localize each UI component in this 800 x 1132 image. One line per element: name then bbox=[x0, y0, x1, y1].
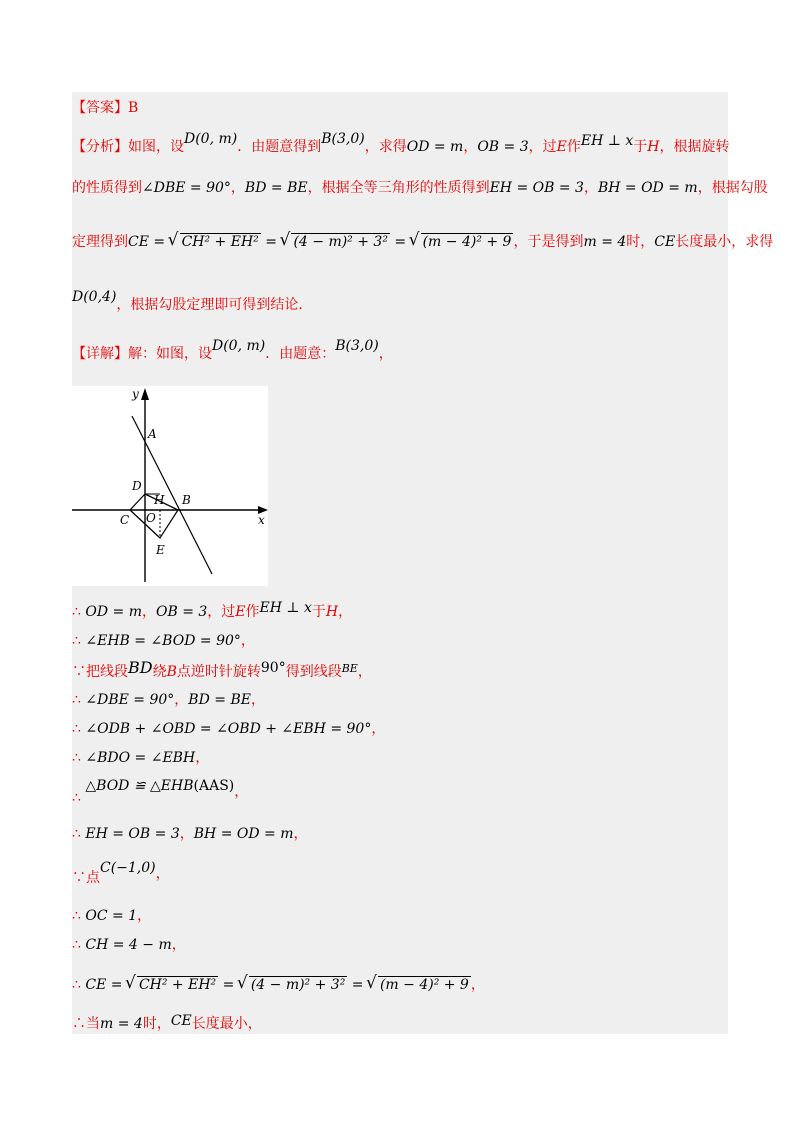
math: = bbox=[351, 977, 364, 993]
text: 得到线段 bbox=[285, 664, 342, 680]
text: 时， bbox=[142, 1016, 171, 1032]
text: ，过 bbox=[207, 604, 236, 620]
math: H bbox=[325, 604, 339, 620]
math: m = 4 bbox=[100, 1016, 143, 1032]
step-11 bbox=[72, 935, 186, 955]
label-a: A bbox=[148, 427, 157, 441]
text: 于 bbox=[311, 604, 326, 620]
analysis-label: 【分析】 bbox=[72, 139, 128, 155]
text: ， bbox=[179, 826, 194, 842]
radicand: (m − 4)² + 9 bbox=[422, 234, 512, 250]
math: OB = 3 bbox=[155, 604, 208, 620]
therefore-symbol: ∴ bbox=[72, 692, 81, 708]
text: 绕 bbox=[152, 664, 167, 680]
math: (AAS) bbox=[193, 778, 235, 794]
analysis-line-2 bbox=[72, 178, 768, 198]
radicand: (m − 4)² + 9 bbox=[379, 977, 469, 993]
math: BD bbox=[128, 658, 153, 677]
math: B(3,0) bbox=[321, 131, 365, 147]
step-3 bbox=[72, 658, 372, 683]
text: 当 bbox=[86, 1016, 100, 1032]
therefore-symbol: ∴ bbox=[72, 1016, 86, 1032]
analysis-line-3 bbox=[72, 232, 773, 252]
label-h: H bbox=[154, 493, 165, 507]
step-8 bbox=[72, 824, 308, 844]
step-4 bbox=[72, 690, 265, 710]
answer-label: 【答案】 bbox=[72, 100, 128, 116]
text: 作 bbox=[245, 604, 260, 620]
text: 把线段 bbox=[86, 664, 128, 680]
math: ∠DBE = 90° bbox=[85, 692, 175, 708]
text: ， bbox=[230, 180, 245, 196]
text: ，根据全等三角形的性质得到 bbox=[307, 180, 490, 196]
math: EH ⊥ x bbox=[259, 600, 312, 616]
step-5 bbox=[72, 719, 385, 739]
text: ， bbox=[463, 139, 478, 155]
text: ，根据勾股定理即可得到结论． bbox=[116, 297, 313, 313]
analysis-line-4 bbox=[72, 289, 313, 315]
math: BD = BE bbox=[188, 692, 251, 708]
text: ，过 bbox=[528, 139, 557, 155]
math: E bbox=[556, 139, 567, 155]
math: = bbox=[265, 234, 277, 250]
therefore-symbol: ∴ bbox=[72, 977, 81, 993]
math: OD = m bbox=[406, 139, 464, 155]
math: CH = 4 − m bbox=[85, 937, 172, 953]
math: B(3,0) bbox=[335, 338, 379, 354]
text: ， bbox=[234, 784, 249, 800]
because-symbol: ∵ bbox=[72, 664, 86, 680]
math: ∠EHB = ∠BOD = 90° bbox=[85, 633, 241, 649]
math: OD = m bbox=[85, 604, 142, 620]
figure-svg bbox=[72, 386, 268, 586]
text: ， bbox=[250, 692, 265, 708]
text: 长度最小，求得 bbox=[675, 234, 774, 250]
label-y: y bbox=[132, 387, 139, 401]
text: ， bbox=[171, 937, 186, 953]
y-arrow-icon bbox=[141, 388, 149, 400]
therefore-symbol: ∴ bbox=[72, 721, 81, 737]
label-o: O bbox=[146, 511, 156, 525]
therefore-symbol: ∴ bbox=[72, 750, 81, 766]
text: ，根据勾股 bbox=[697, 180, 768, 196]
step-7 bbox=[72, 776, 248, 820]
sqrt-2 bbox=[239, 975, 348, 995]
text: ， bbox=[583, 180, 598, 196]
text: ， bbox=[470, 977, 485, 993]
math: EH = OB = 3 bbox=[85, 826, 180, 842]
text: ．由题意得到 bbox=[237, 139, 322, 155]
text: 时， bbox=[626, 234, 655, 250]
math: EH = OB = 3 bbox=[489, 180, 584, 196]
text: ， bbox=[293, 826, 308, 842]
math: B bbox=[166, 664, 177, 680]
because-symbol: ∵ bbox=[72, 870, 86, 886]
text: 长度最小， bbox=[191, 1016, 262, 1032]
text: ， bbox=[141, 604, 156, 620]
text: 定理得到 bbox=[72, 234, 128, 250]
math: D(0,4) bbox=[72, 289, 117, 305]
math: CE bbox=[654, 234, 676, 250]
math: △BOD ≌ △EHB bbox=[85, 778, 194, 794]
sqrt-3 bbox=[368, 975, 471, 995]
math: D(0, m) bbox=[212, 338, 266, 354]
math: EH ⊥ x bbox=[580, 133, 634, 149]
step-9 bbox=[72, 858, 170, 894]
step-10 bbox=[72, 906, 151, 926]
text: ， bbox=[174, 692, 189, 708]
text: 如图，设 bbox=[128, 139, 184, 155]
detail-label: 【详解】 bbox=[72, 346, 128, 362]
text: 点逆时针旋转 bbox=[176, 664, 261, 680]
math: E bbox=[235, 604, 246, 620]
text: 于 bbox=[633, 139, 648, 155]
math: H bbox=[647, 139, 660, 155]
math: OC = 1 bbox=[85, 908, 138, 924]
therefore-symbol: ∴ bbox=[72, 633, 81, 649]
step-12 bbox=[72, 975, 485, 995]
math: ∠DBE = 90° bbox=[142, 180, 231, 196]
radicand: CH² + EH² bbox=[181, 234, 259, 250]
therefore-symbol: ∴ bbox=[72, 604, 81, 620]
sqrt-1 bbox=[127, 975, 218, 995]
sqrt-3 bbox=[411, 232, 514, 252]
text: ， bbox=[195, 750, 210, 766]
math: BH = OD = m bbox=[193, 826, 294, 842]
label-b: B bbox=[182, 493, 191, 507]
radicand: (4 − m)² + 3² bbox=[250, 977, 346, 993]
answer-line bbox=[72, 98, 138, 118]
math: CE = bbox=[85, 977, 123, 993]
therefore-symbol: ∴ bbox=[72, 937, 81, 953]
text: ， bbox=[378, 346, 393, 362]
sqrt-1 bbox=[170, 232, 261, 252]
math: BD = BE bbox=[244, 180, 308, 196]
math: ∠BDO = ∠EBH bbox=[85, 750, 196, 766]
label-e: E bbox=[156, 543, 165, 557]
text: ， bbox=[137, 908, 152, 924]
text: ．由题意： bbox=[265, 346, 336, 362]
step-6 bbox=[72, 748, 209, 768]
text: ， bbox=[240, 633, 255, 649]
therefore-symbol: ∴ bbox=[72, 826, 81, 842]
text: 解：如图，设 bbox=[128, 346, 212, 362]
label-d: D bbox=[132, 479, 142, 493]
text: ， bbox=[371, 721, 386, 737]
math: 90° bbox=[260, 660, 286, 676]
math: ∠ODB + ∠OBD = ∠OBD + ∠EBH = 90° bbox=[85, 721, 372, 737]
geometry-figure bbox=[72, 386, 268, 586]
step-13 bbox=[72, 1014, 262, 1034]
math: OB = 3 bbox=[477, 139, 529, 155]
math: = bbox=[222, 977, 235, 993]
text: ，求得 bbox=[364, 139, 407, 155]
label-c: C bbox=[120, 513, 130, 527]
math: CE bbox=[170, 1013, 192, 1029]
step-2 bbox=[72, 631, 255, 651]
text: ， bbox=[155, 866, 170, 882]
text: 点 bbox=[86, 870, 100, 886]
math: = bbox=[394, 234, 407, 250]
text: ， bbox=[338, 604, 353, 620]
math: BH = OD = m bbox=[597, 180, 698, 196]
answer-value: B bbox=[128, 100, 139, 116]
math: BE bbox=[341, 662, 358, 675]
text: 作 bbox=[566, 139, 581, 155]
text: ，根据旋转 bbox=[659, 139, 730, 155]
therefore-symbol: ∴ bbox=[72, 790, 81, 806]
text: 的性质得到 bbox=[72, 180, 142, 196]
therefore-symbol: ∴ bbox=[72, 908, 81, 924]
detail-line bbox=[72, 338, 393, 364]
radicand: (4 − m)² + 3² bbox=[293, 234, 388, 250]
text: ，于是得到 bbox=[513, 234, 584, 250]
radicand: CH² + EH² bbox=[138, 977, 217, 993]
math: m = 4 bbox=[583, 234, 627, 250]
step-1 bbox=[72, 602, 352, 622]
text: ， bbox=[357, 664, 372, 680]
math: D(0, m) bbox=[184, 131, 238, 147]
analysis-line-1 bbox=[72, 131, 730, 157]
sqrt-2 bbox=[281, 232, 390, 252]
math: CE = bbox=[128, 234, 166, 250]
label-x: x bbox=[258, 513, 265, 527]
math: C(−1,0) bbox=[100, 860, 156, 876]
